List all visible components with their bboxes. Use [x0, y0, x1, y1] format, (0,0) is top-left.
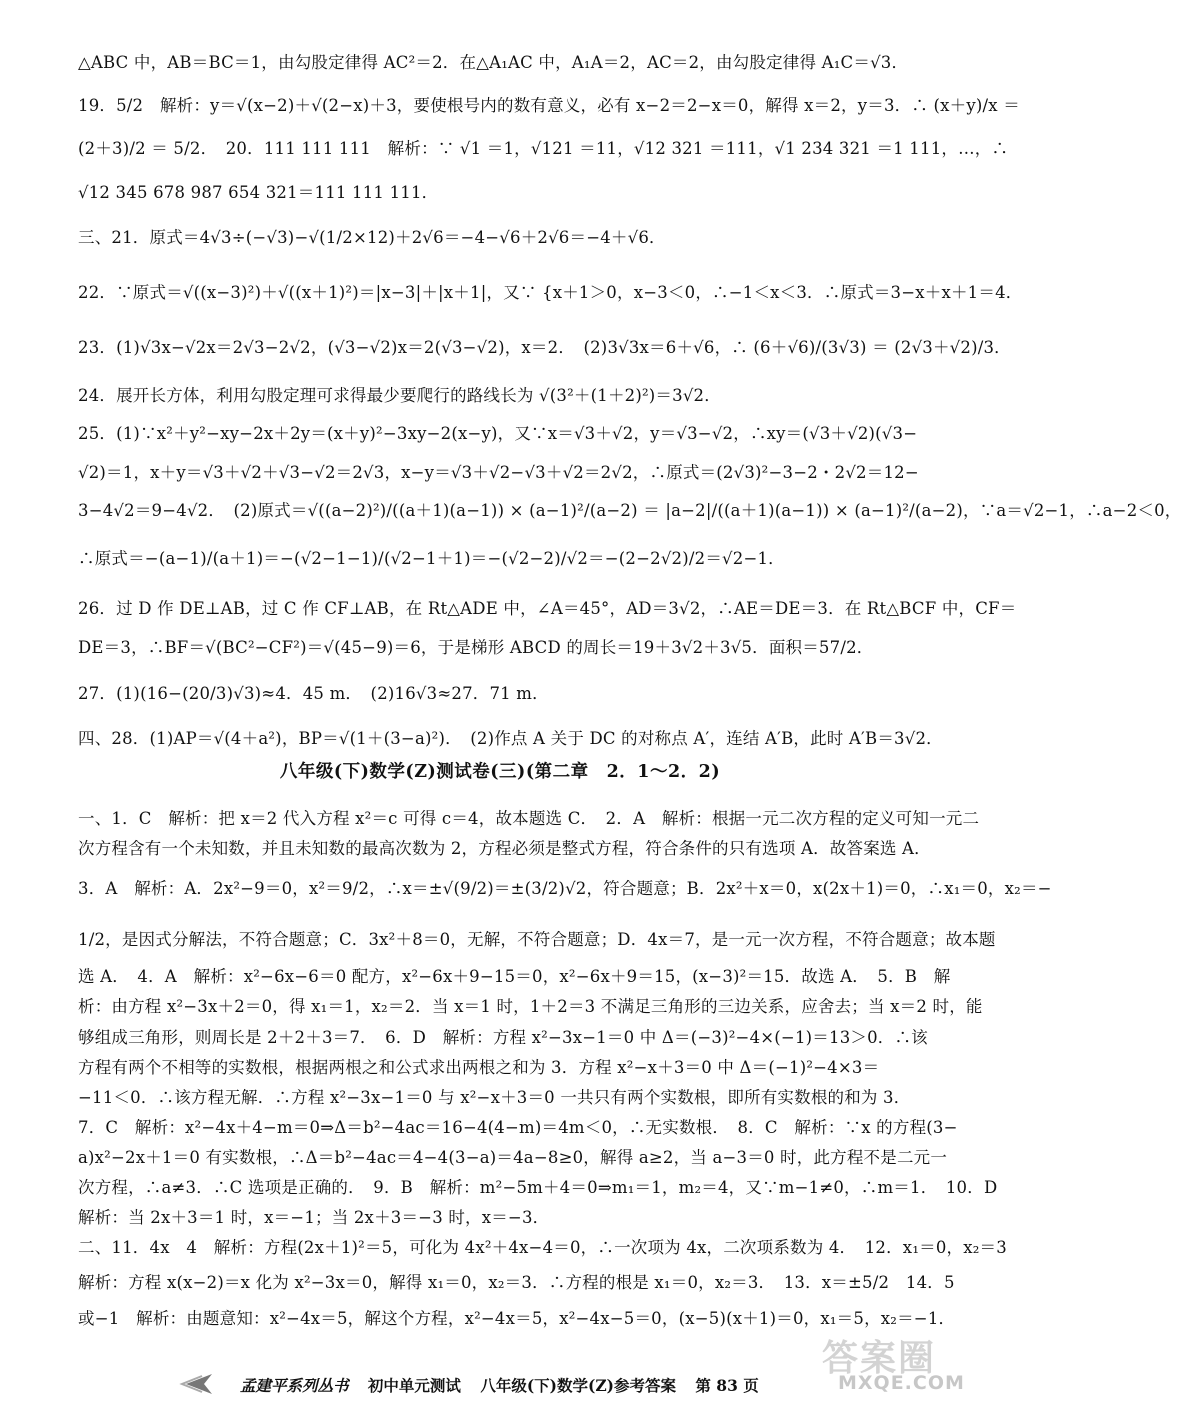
text-line: 或−1 解析：由题意知：x²−4x＝5，解这个方程，x²−4x＝5，x²−4x−5＝0，(x−5)(x＋1)＝0，x₁＝5，x₂＝−1． — [78, 1309, 956, 1328]
text-line: 方程有两个不相等的实数根，根据两根之和公式求出两根之和为 3．方程 x²−x＋3＝0 中 Δ＝(−1)²−4×3＝ — [78, 1058, 880, 1077]
text-line: 1/2，是因式分解法，不符合题意；C．3x²＋8＝0，无解，不符合题意；D．4x＝7，是一元一次方程，不符合题意；故本题 — [78, 930, 996, 949]
text-line: 三、21．原式＝4√3÷(−√3)−√(1/2×12)＋2√6＝−4−√6＋2√6＝−4＋√6． — [78, 228, 666, 247]
text-line: 析：由方程 x²−3x＋2＝0，得 x₁＝1，x₂＝2．当 x＝1 时，1＋2＝3 不满足三角形的三边关系，应舍去；当 x＝2 时，能 — [78, 997, 983, 1016]
text-line: √12 345 678 987 654 321＝111 111 111． — [78, 183, 439, 202]
text-line: 次方程，∴a≠3．∴C 选项是正确的． 9．B 解析：m²−5m＋4＝0⇒m₁＝1，m₂＝4，又∵m−1≠0，∴m＝1． 10．D — [78, 1178, 998, 1197]
text-line: (2＋3)/2 ＝ 5/2． 20．111 111 111 解析：∵ √1 ＝1，√121 ＝11，√12 321 ＝111，√1 234 321 ＝1 111，…，∴ — [78, 139, 1009, 158]
text-line: ∴原式＝−(a−1)/(a＋1)＝−(√2−1−1)/(√2−1＋1)＝−(√2−2)/√2＝−(2−2√2)/2＝√2−1． — [78, 549, 785, 568]
text-line: a)x²−2x＋1＝0 有实数根，∴Δ＝b²−4ac＝4−4(3−a)＝4a−8≥0，解得 a≥2，当 a−3＝0 时，此方程不是二元一 — [78, 1148, 948, 1167]
watermark — [800, 1330, 975, 1398]
text-line: 27．(1)(16−(20/3)√3)≈4．45 m． (2)16√3≈27．71 m． — [78, 684, 549, 703]
text-line: DE＝3，∴BF＝√(BC²−CF²)＝√(45−9)＝6，于是梯形 ABCD 的周长＝19＋3√2＋3√5．面积＝57/2． — [78, 638, 874, 657]
text-line: 23．(1)√3x−√2x＝2√3−2√2，(√3−√2)x＝2(√3−√2)，x＝2． (2)3√3x＝6＋√6，∴ (6＋√6)/(3√3) ＝ (2√3＋√2)/3． — [78, 338, 1011, 357]
text-line: 二、11．4x 4 解析：方程(2x＋1)²＝5，可化为 4x²＋4x−4＝0，∴一次项为 4x，二次项系数为 4． 12．x₁＝0，x₂＝3 — [78, 1238, 1007, 1257]
watermark-logo: 答案圈 — [822, 1338, 937, 1379]
back-arrow-icon — [178, 1372, 218, 1396]
text-line: 一、1．C 解析：把 x＝2 代入方程 x²＝c 可得 c＝4，故本题选 C． 2．A 解析：根据一元二次方程的定义可知一元二 — [78, 809, 980, 828]
text-line: 19．5/2 解析：y＝√(x−2)＋√(2−x)＋3，要使根号内的数有意义，必有 x−2＝2−x＝0，解得 x＝2，y＝3．∴ (x＋y)/x ＝ — [78, 96, 1020, 115]
text-line: √2)＝1，x＋y＝√3＋√2＋√3−√2＝2√3，x−y＝√3＋√2−√3＋√2＝2√2，∴原式＝(2√3)²−3−2・2√2＝12− — [78, 463, 919, 482]
text-line: 够组成三角形，则周长是 2＋2＋3＝7． 6．D 解析：方程 x²−3x−1＝0 中 Δ＝(−3)²−4×(−1)＝13＞0．∴该 — [78, 1028, 928, 1047]
text-line: 3．A 解析：A．2x²−9＝0，x²＝9/2，∴x＝±√(9/2)＝±(3/2)√2，符合题意；B．2x²＋x＝0，x(2x＋1)＝0，∴x₁＝0，x₂＝− — [78, 879, 1052, 898]
text-line: 解析：方程 x(x−2)＝x 化为 x²−3x＝0，解得 x₁＝0，x₂＝3．∴方程的根是 x₁＝0，x₂＝3． 13．x＝±5/2 14．5 — [78, 1273, 955, 1292]
footer-book: 初中单元测试 — [367, 1376, 461, 1395]
footer-page-number: 第 83 页 — [695, 1376, 759, 1395]
text-line: 26．过 D 作 DE⊥AB，过 C 作 CF⊥AB，在 Rt△ADE 中，∠A＝45°，AD＝3√2，∴AE＝DE＝3．在 Rt△BCF 中，CF＝ — [78, 599, 1017, 618]
text-line: △ABC 中，AB＝BC＝1，由勾股定律得 AC²＝2．在△A₁AC 中，A₁A＝2，AC＝2，由勾股定律得 A₁C＝√3． — [78, 53, 909, 72]
text-line: 24．展开长方体，利用勾股定理可求得最少要爬行的路线长为 √(3²＋(1＋2)²)＝3√2． — [78, 386, 721, 405]
text-line: 四、28．(1)AP＝√(4＋a²)，BP＝√(1＋(3−a)²)． (2)作点 A 关于 DC 的对称点 A′，连结 A′B，此时 A′B＝3√2． — [78, 729, 943, 748]
text-line: 25．(1)∵x²＋y²−xy−2x＋2y＝(x＋y)²−3xy−2(x−y)，又∵x＝√3＋√2，y＝√3−√2，∴xy＝(√3＋√2)(√3− — [78, 424, 918, 443]
text-line: −11＜0．∴该方程无解．∴方程 x²−3x−1＝0 与 x²−x＋3＝0 一共只有两个实数根，即所有实数根的和为 3． — [78, 1088, 911, 1107]
text-line: 次方程含有一个未知数，并且未知数的最高次数为 2，方程必须是整式方程，符合条件的只有选项 A．故答案选 A． — [78, 839, 931, 858]
text-line: 选 A． 4．A 解析：x²−6x−6＝0 配方，x²−6x＋9−15＝0，x²−6x＋9＝15，(x−3)²＝15．故选 A． 5．B 解 — [78, 967, 951, 986]
section-title: 八年级(下)数学(Z)测试卷(三)(第二章 2．1～2．2) — [279, 762, 721, 782]
footer-series: 孟建平系列丛书 — [240, 1376, 349, 1395]
footer-text — [240, 1374, 773, 1396]
footer-subject: 八年级(下)数学(Z)参考答案 — [480, 1376, 676, 1395]
watermark-site: MXQE.COM — [838, 1372, 965, 1394]
text-line: 3−4√2＝9−4√2． (2)原式＝√((a−2)²)/((a＋1)(a−1)) × (a−1)²/(a−2) ＝ |a−2|/((a＋1)(a−1)) × (a−1)²/(a−2)，∵a＝√2−1，∴a−2＜0， — [78, 501, 1182, 520]
text-line: 7．C 解析：x²−4x＋4−m＝0⇒Δ＝b²−4ac＝16−4(4−m)＝4m＜0，∴无实数根． 8．C 解析：∵x 的方程(3− — [78, 1118, 958, 1137]
text-line: 22．∵原式＝√((x−3)²)＋√((x＋1)²)＝|x−3|＋|x＋1|，又∵ {x＋1＞0，x−3＜0，∴−1＜x＜3．∴原式＝3−x＋x＋1＝4． — [78, 283, 1023, 302]
text-line: 解析：当 2x＋3＝1 时，x＝−1；当 2x＋3＝−3 时，x＝−3． — [78, 1208, 550, 1227]
